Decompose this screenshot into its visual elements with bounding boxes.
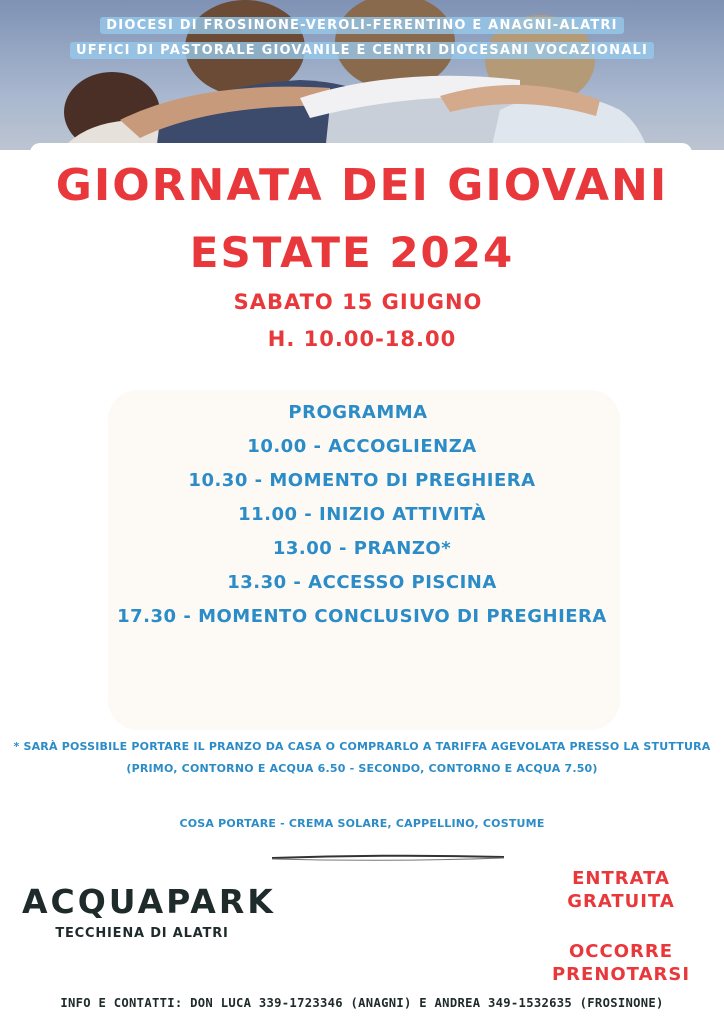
event-title: GIORNATA DEI GIOVANI bbox=[55, 160, 669, 211]
venue-location: TECCHIENA DI ALATRI bbox=[55, 926, 229, 941]
program-item: 10.30 - MOMENTO DI PREGHIERA bbox=[188, 470, 536, 491]
diocese-heading bbox=[50, 18, 674, 33]
contacts-footer: INFO E CONTATTI: DON LUCA 339-1723346 (ANAGNI) E ANDREA 349-1532635 (FROSINONE) bbox=[60, 996, 664, 1010]
event-hours: H. 10.00-18.00 bbox=[267, 327, 457, 351]
what-to-bring: COSA PORTARE - CREMA SOLARE, CAPPELLINO, COSTUME bbox=[179, 817, 545, 830]
booking-line1: OCCORRE bbox=[568, 941, 674, 962]
event-date: SABATO 15 GIUGNO bbox=[233, 290, 483, 314]
program-item: 11.00 - INIZIO ATTIVITÀ bbox=[238, 504, 486, 525]
entry-line2: GRATUITA bbox=[567, 891, 675, 912]
program-item: 17.30 - MOMENTO CONCLUSIVO DI PREGHIERA bbox=[117, 606, 607, 627]
program-item: 13.00 - PRANZO* bbox=[272, 538, 452, 559]
offices-heading bbox=[50, 43, 674, 58]
lunch-note: * SARÀ POSSIBILE PORTARE IL PRANZO DA CASA O COMPRARLO A TARIFFA AGEVOLATA PRESSO LA STUTTURA bbox=[13, 740, 711, 753]
offices-line: UFFICI DI PASTORALE GIOVANILE E CENTRI DIOCESANI VOCAZIONALI bbox=[70, 42, 654, 59]
program-item: 13.30 - ACCESSO PISCINA bbox=[227, 572, 497, 593]
decorative-divider bbox=[270, 852, 506, 864]
diocese-line: DIOCESI DI FROSINONE-VEROLI-FERENTINO E ANAGNI-ALATRI bbox=[100, 17, 623, 34]
program-heading: PROGRAMMA bbox=[288, 402, 428, 423]
entry-line1: ENTRATA bbox=[572, 868, 670, 889]
lunch-prices: (PRIMO, CONTORNO E ACQUA 6.50 - SECONDO, CONTORNO E ACQUA 7.50) bbox=[126, 762, 598, 775]
venue-name: ACQUAPARK bbox=[22, 882, 276, 921]
program-item: 10.00 - ACCOGLIENZA bbox=[247, 436, 477, 457]
event-subtitle: ESTATE 2024 bbox=[189, 228, 515, 277]
booking-line2: PRENOTARSI bbox=[551, 964, 691, 985]
